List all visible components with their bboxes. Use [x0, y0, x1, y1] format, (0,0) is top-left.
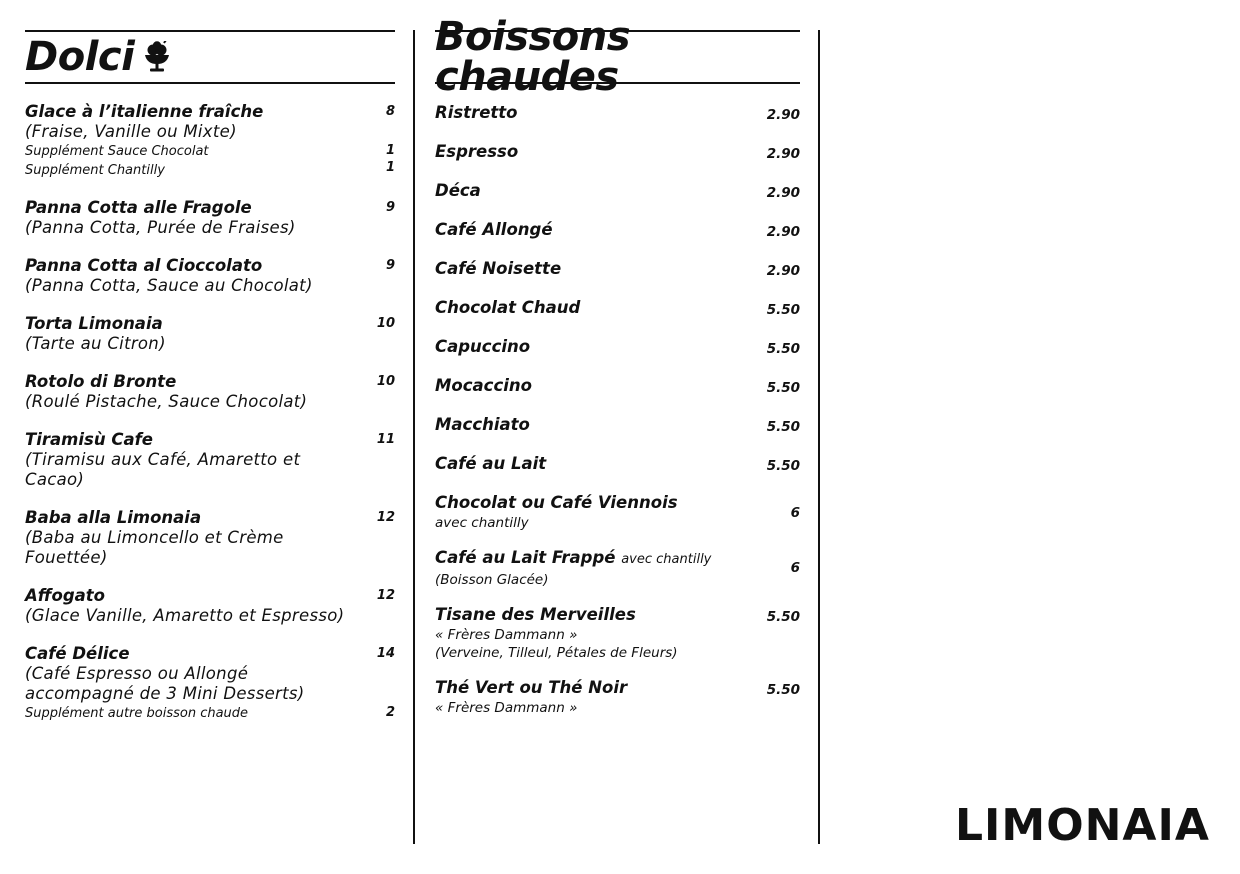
dolci-list [25, 102, 395, 723]
dolci-title: Dolci [25, 34, 135, 80]
drink-note: (Boisson Glacée) [435, 572, 549, 588]
drink-item-text [435, 453, 756, 475]
menu-item-text [25, 644, 365, 723]
drink-name-line [435, 258, 746, 280]
drink-name: Café Allongé [435, 220, 553, 239]
drink-note: « Frères Dammann » [435, 700, 578, 716]
drink-item-text [435, 297, 756, 319]
drink-item-text [435, 547, 756, 589]
item-name: Panna Cotta alle Fragole [25, 198, 252, 217]
item-prices [365, 198, 395, 238]
item-prices [365, 430, 395, 490]
drink-price: 5.50 [766, 682, 800, 698]
drink-price: 2.90 [766, 224, 800, 240]
item-description: (Café Espresso ou Allongé accompagné de 3 Mini Desserts) [25, 664, 305, 703]
item-description: (Baba au Limoncello et Crème Fouettée) [25, 528, 284, 567]
drink-price: 5.50 [766, 458, 800, 474]
drink-price: 2.90 [766, 107, 800, 123]
drink-name: Capuccino [435, 337, 531, 356]
menu-item [25, 198, 395, 238]
drink-item-text [435, 141, 756, 163]
supplement-label: Supplément Chantilly [25, 163, 165, 178]
drink-name: Café au Lait [435, 454, 547, 473]
drink-price: 5.50 [766, 341, 800, 357]
item-name: Rotolo di Bronte [25, 372, 177, 391]
drink-note: avec chantilly [435, 515, 529, 531]
drink-name: Mocaccino [435, 376, 532, 395]
menu-item-text [25, 198, 365, 238]
item-name: Panna Cotta al Cioccolato [25, 256, 263, 275]
drink-item-text [435, 375, 756, 397]
item-price: 10 [376, 316, 395, 331]
menu-item [25, 644, 395, 723]
item-name: Café Délice [25, 644, 130, 663]
drink-item-text [435, 604, 756, 662]
menu-item [25, 430, 395, 490]
item-name: Baba alla Limonaia [25, 508, 202, 527]
drink-price: 6 [790, 560, 800, 576]
item-description: (Panna Cotta, Sauce au Chocolat) [25, 276, 313, 295]
item-prices [365, 256, 395, 296]
drink-name: Café Noisette [435, 259, 562, 278]
menu-item-text [25, 430, 365, 490]
drink-item-text [435, 219, 756, 241]
item-name: Torta Limonaia [25, 314, 163, 333]
item-description: (Tarte au Citron) [25, 334, 166, 353]
drink-name: Ristretto [435, 103, 518, 122]
drink-item [435, 547, 800, 589]
drink-item-text [435, 102, 756, 124]
item-name: Tiramisù Cafe [25, 430, 153, 449]
item-price: 10 [376, 374, 395, 389]
drink-price: 6 [790, 505, 800, 521]
menu-item [25, 256, 395, 296]
drink-name: Espresso [435, 142, 519, 161]
drink-price: 5.50 [766, 380, 800, 396]
boissons-list [435, 102, 800, 717]
supplement-price: 1 [385, 160, 395, 175]
item-price: 14 [376, 646, 395, 661]
supplement-label: Supplément Sauce Chocolat [25, 144, 209, 159]
menu-item-text [25, 256, 365, 296]
drink-price: 2.90 [766, 146, 800, 162]
item-name: Glace à l’italienne fraîche [25, 102, 264, 121]
item-description: (Tiramisu aux Café, Amaretto et Cacao) [25, 450, 301, 489]
dolci-header [25, 30, 395, 84]
menu-item [25, 586, 395, 626]
drink-item [435, 604, 800, 662]
item-description: (Panna Cotta, Purée de Fraises) [25, 218, 296, 237]
boissons-title: Boissons chaudes [435, 14, 631, 100]
column-divider [818, 30, 820, 844]
drink-name-line [435, 297, 746, 319]
item-prices [365, 644, 395, 723]
supplement-price: 2 [385, 705, 395, 720]
supplement-label: Supplément autre boisson chaude [25, 706, 249, 721]
drink-name: Macchiato [435, 415, 530, 434]
drink-name-line [435, 141, 746, 163]
drink-name-line [435, 492, 746, 514]
drink-name-line [435, 180, 746, 202]
menu-item-text [25, 586, 365, 626]
drink-name: Déca [435, 181, 481, 200]
drink-item-text [435, 414, 756, 436]
menu-item [25, 508, 395, 568]
drink-item-text [435, 258, 756, 280]
menu-item-text [25, 102, 365, 180]
drink-item [435, 297, 800, 321]
item-price: 9 [385, 200, 395, 215]
drink-name: Tisane des Merveilles [435, 605, 636, 624]
drink-item-text [435, 336, 756, 358]
brand-logo: LIMONAIA [955, 800, 1210, 851]
drink-note: « Frères Dammann » [435, 627, 578, 643]
drink-name: Chocolat ou Café Viennois [435, 493, 678, 512]
drink-item-text [435, 492, 756, 532]
item-price: 12 [376, 588, 395, 603]
item-prices [365, 508, 395, 568]
item-price: 9 [385, 258, 395, 273]
item-price: 12 [376, 510, 395, 525]
drink-item-text [435, 677, 756, 717]
boissons-section [435, 14, 800, 732]
item-name: Affogato [25, 586, 106, 605]
drink-name-line [435, 547, 746, 571]
drink-item [435, 180, 800, 204]
drink-name: Café au Lait Frappé [435, 548, 616, 567]
drink-item [435, 258, 800, 282]
drink-name-line [435, 375, 746, 397]
menu-item-text [25, 508, 365, 568]
drink-name-line [435, 414, 746, 436]
column-divider [413, 30, 415, 844]
drink-inline-note: avec chantilly [621, 552, 712, 567]
drink-item-text [435, 180, 756, 202]
item-description: (Fraise, Vanille ou Mixte) [25, 122, 237, 141]
drink-name-line [435, 677, 746, 699]
item-description: (Roulé Pistache, Sauce Chocolat) [25, 392, 308, 411]
drink-item [435, 492, 800, 532]
drink-price: 2.90 [766, 185, 800, 201]
item-prices [365, 314, 395, 354]
drink-name-line [435, 336, 746, 358]
drink-name-line [435, 219, 746, 241]
item-prices [365, 102, 395, 180]
item-price: 8 [385, 104, 395, 119]
menu-item-text [25, 314, 365, 354]
menu-item [25, 314, 395, 354]
dolci-section [25, 30, 395, 741]
drink-name-line [435, 604, 746, 626]
drink-item [435, 219, 800, 243]
drink-item [435, 414, 800, 438]
item-price: 11 [376, 432, 395, 447]
drink-item [435, 102, 800, 126]
item-description: (Glace Vanille, Amaretto et Espresso) [25, 606, 345, 625]
drink-name: Thé Vert ou Thé Noir [435, 678, 628, 697]
drink-item [435, 336, 800, 360]
menu-item [25, 372, 395, 412]
menu-item [25, 102, 395, 180]
drink-item [435, 453, 800, 477]
drink-name-line [435, 453, 746, 475]
drink-item [435, 375, 800, 399]
drink-price: 5.50 [766, 302, 800, 318]
drink-price: 5.50 [766, 419, 800, 435]
drink-price: 2.90 [766, 263, 800, 279]
item-prices [365, 586, 395, 626]
drink-price: 5.50 [766, 609, 800, 625]
drink-name: Chocolat Chaud [435, 298, 581, 317]
boissons-header [435, 14, 800, 100]
drink-item [435, 141, 800, 165]
ice-cream-sundae-icon [144, 41, 170, 73]
drink-note: (Verveine, Tilleul, Pétales de Fleurs) [435, 645, 678, 661]
drink-item [435, 677, 800, 717]
supplement-price: 1 [385, 143, 395, 158]
drink-name-line [435, 102, 746, 124]
menu-item-text [25, 372, 365, 412]
item-prices [365, 372, 395, 412]
